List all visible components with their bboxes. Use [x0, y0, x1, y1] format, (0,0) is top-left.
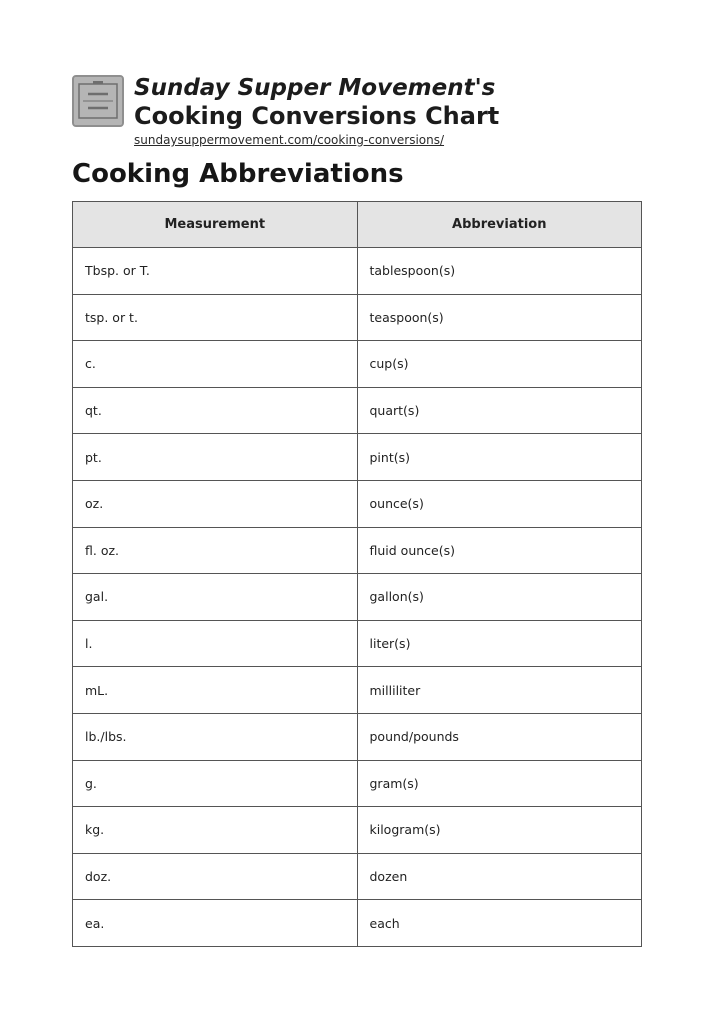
logo-graphic-icon: [74, 77, 122, 125]
measurement-cell: pt.: [73, 434, 358, 481]
table-row: [73, 480, 642, 527]
measurement-cell: c.: [73, 341, 358, 388]
abbreviation-cell: tablespoon(s): [357, 248, 642, 295]
table-header-row: [73, 202, 642, 248]
abbreviation-cell: dozen: [357, 853, 642, 900]
abbreviation-cell: cup(s): [357, 341, 642, 388]
measurement-cell: ea.: [73, 900, 358, 947]
column-header-measurement: Measurement: [73, 202, 358, 248]
title-line-2: Cooking Conversions Chart: [134, 102, 500, 130]
measurement-cell: oz.: [73, 480, 358, 527]
abbreviation-cell: liter(s): [357, 620, 642, 667]
header: [72, 72, 652, 152]
measurement-cell: kg.: [73, 807, 358, 854]
website-link[interactable]: sundaysuppermovement.com/cooking-conversions/: [134, 133, 445, 147]
abbreviations-table: [72, 201, 642, 947]
sunday-supper-logo: [72, 75, 124, 127]
measurement-cell: doz.: [73, 853, 358, 900]
abbreviation-cell: kilogram(s): [357, 807, 642, 854]
measurement-cell: mL.: [73, 667, 358, 714]
abbreviation-cell: teaspoon(s): [357, 294, 642, 341]
abbreviation-cell: milliliter: [357, 667, 642, 714]
table-row: [73, 620, 642, 667]
title-line-1: Sunday Supper Movement's: [134, 75, 496, 101]
measurement-cell: fl. oz.: [73, 527, 358, 574]
abbreviation-cell: pound/pounds: [357, 713, 642, 760]
abbreviation-cell: quart(s): [357, 387, 642, 434]
table-row: [73, 667, 642, 714]
measurement-cell: g.: [73, 760, 358, 807]
measurement-cell: Tbsp. or T.: [73, 248, 358, 295]
abbreviation-cell: gallon(s): [357, 574, 642, 621]
table-row: [73, 294, 642, 341]
abbreviation-cell: ounce(s): [357, 480, 642, 527]
measurement-cell: lb./lbs.: [73, 713, 358, 760]
abbreviation-cell: pint(s): [357, 434, 642, 481]
table-row: [73, 341, 642, 388]
section-title: Cooking Abbreviations: [72, 159, 404, 189]
table-row: [73, 713, 642, 760]
abbreviation-cell: gram(s): [357, 760, 642, 807]
measurement-cell: gal.: [73, 574, 358, 621]
table-row: [73, 387, 642, 434]
table-row: [73, 900, 642, 947]
measurement-cell: tsp. or t.: [73, 294, 358, 341]
table-row: [73, 574, 642, 621]
table-row: [73, 807, 642, 854]
table-row: [73, 248, 642, 295]
table-row: [73, 760, 642, 807]
table-row: [73, 527, 642, 574]
abbreviation-cell: each: [357, 900, 642, 947]
measurement-cell: qt.: [73, 387, 358, 434]
column-header-abbreviation: Abbreviation: [357, 202, 642, 248]
table-row: [73, 853, 642, 900]
table-row: [73, 434, 642, 481]
abbreviation-cell: fluid ounce(s): [357, 527, 642, 574]
measurement-cell: l.: [73, 620, 358, 667]
